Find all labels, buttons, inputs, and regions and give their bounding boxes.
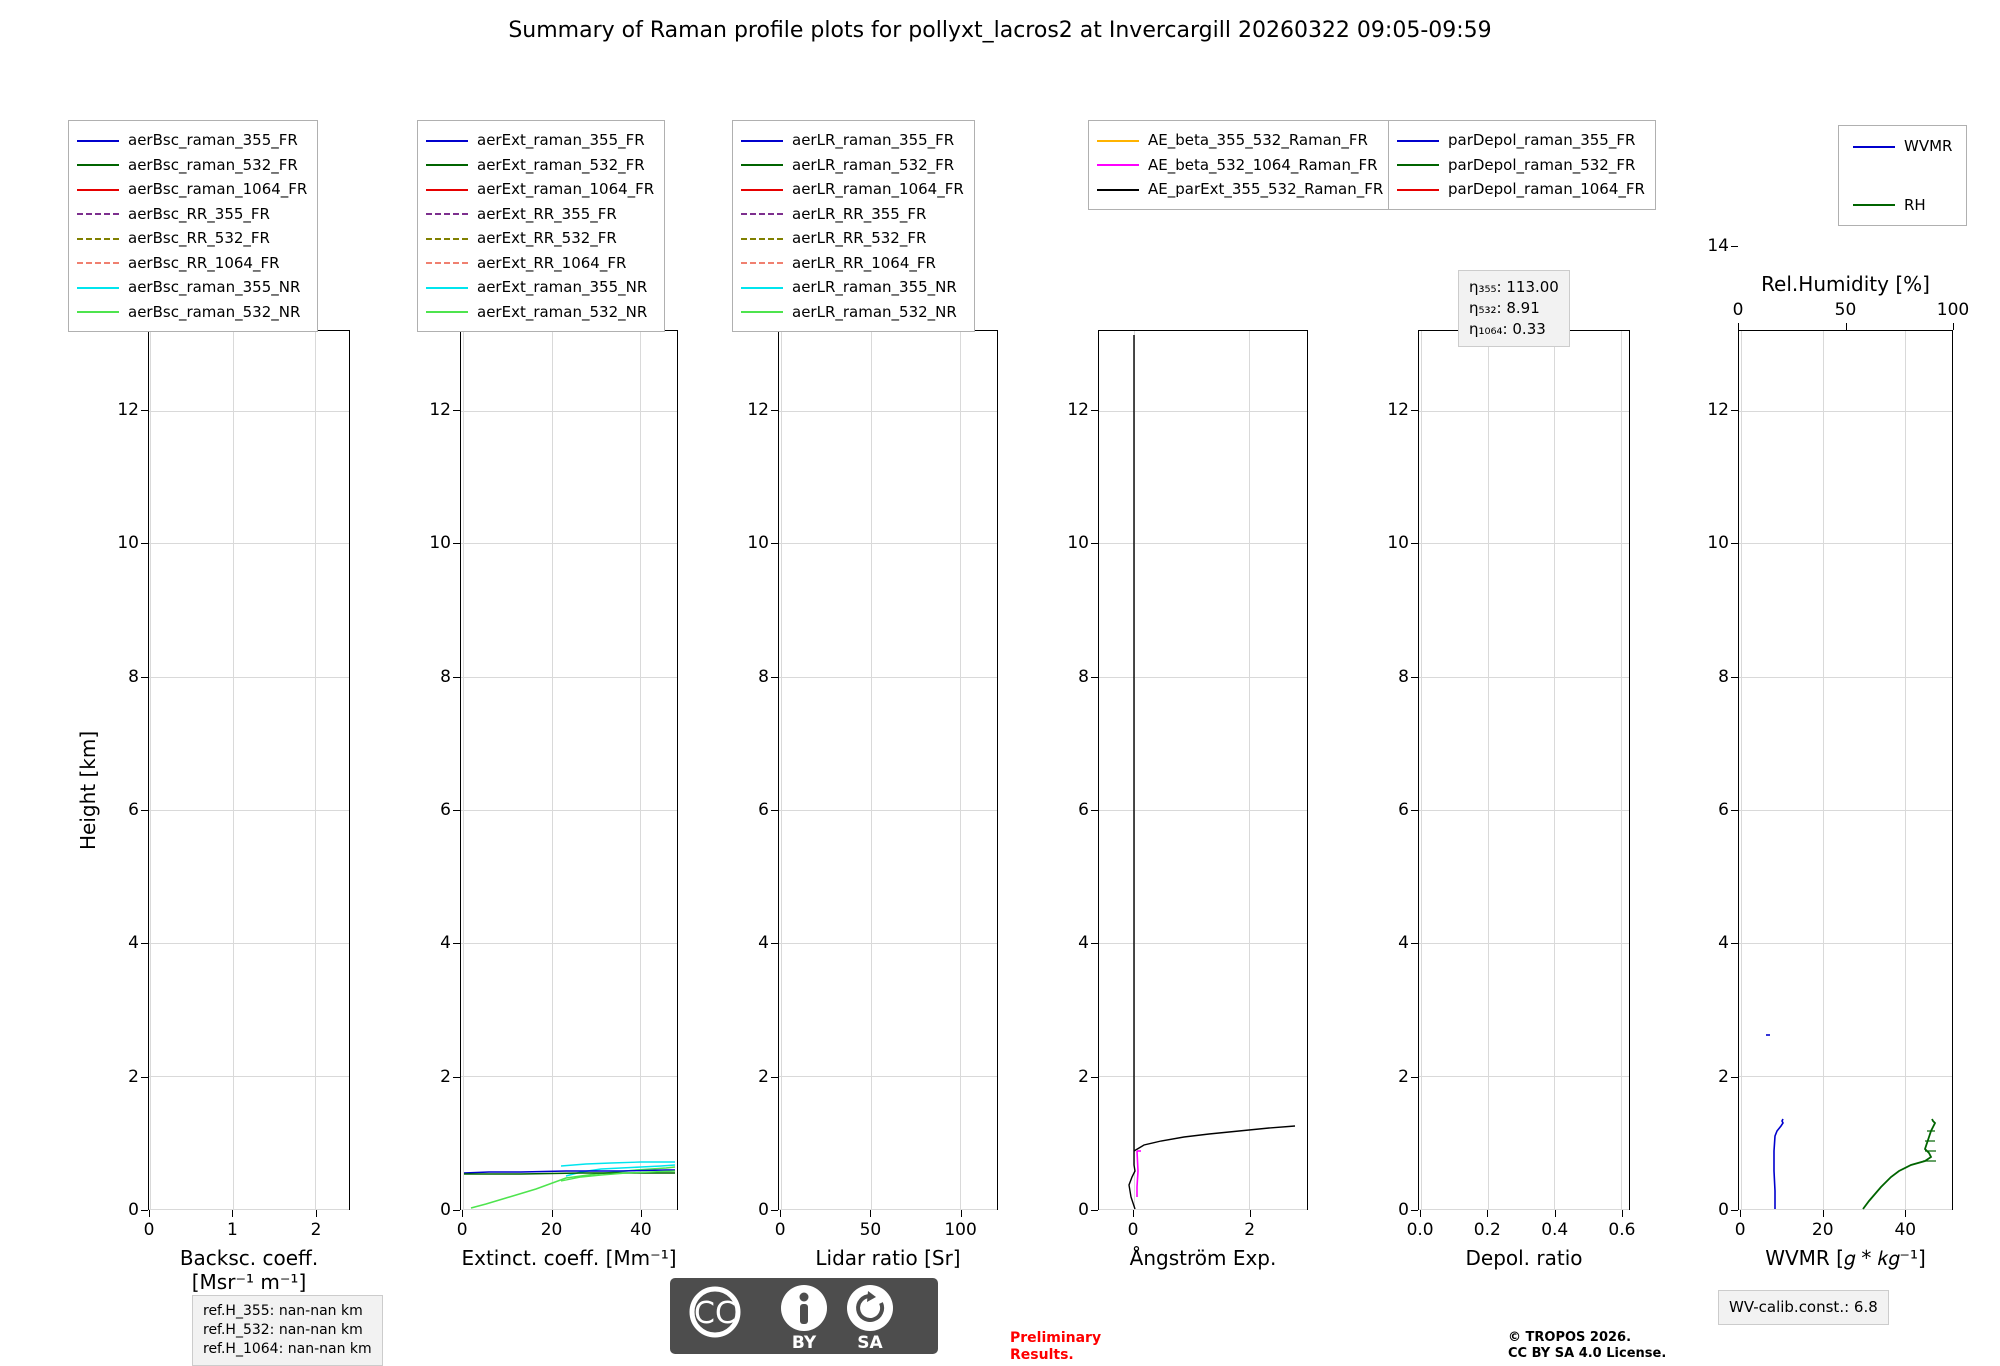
xaxis-label-lidar-ratio: Lidar ratio [Sr] bbox=[815, 1246, 961, 1270]
legend-swatch bbox=[741, 311, 783, 313]
xaxis-label-depol: Depol. ratio bbox=[1465, 1246, 1583, 1270]
legend-label: aerLR_raman_355_NR bbox=[792, 278, 957, 296]
ytick-label-14: 14 bbox=[1707, 236, 1729, 257]
legend-swatch bbox=[1097, 164, 1139, 166]
panel-depol bbox=[1387, 131, 1645, 1270]
legend-swatch bbox=[1397, 164, 1439, 166]
legend-wvmr bbox=[1838, 125, 1967, 226]
legend-swatch bbox=[426, 287, 468, 289]
ytick-label: 4 bbox=[1078, 933, 1089, 954]
ytick-label: 10 bbox=[747, 532, 769, 553]
ytick-label: 6 bbox=[128, 799, 139, 820]
legend-label: RH bbox=[1904, 195, 1926, 214]
ref-h-1064: ref.H_1064: nan-nan km bbox=[203, 1341, 372, 1357]
series-angstrom bbox=[1099, 331, 1309, 1211]
legend-label: aerLR_RR_1064_FR bbox=[792, 253, 936, 272]
legend-depol bbox=[1388, 120, 1656, 210]
page-title: Summary of Raman profile plots for pollyxt_lacros2 at Invercargill 20260322 09:05-09:59 bbox=[508, 18, 1492, 43]
ytick-label: 10 bbox=[1067, 532, 1089, 553]
ytick-label: 12 bbox=[117, 400, 139, 421]
ytick-label: 4 bbox=[1398, 933, 1409, 954]
legend-label: aerLR_raman_355_FR bbox=[792, 131, 955, 149]
ytick-label: 8 bbox=[1078, 666, 1089, 687]
xtick-label: 0 bbox=[774, 1220, 786, 1240]
legend-label: aerLR_raman_532_NR bbox=[792, 302, 957, 321]
depol-eta-annotation bbox=[1458, 270, 1570, 347]
xtick-label: 0.4 bbox=[1541, 1220, 1569, 1240]
xaxis-label-wvmr: WVMR [𝑔 * 𝑘𝑔⁻¹] bbox=[1765, 1246, 1926, 1270]
ytick-label: 12 bbox=[429, 400, 451, 421]
ytick-label: 2 bbox=[1078, 1066, 1089, 1087]
legend-swatch bbox=[77, 238, 119, 240]
legend-swatch bbox=[1853, 204, 1895, 206]
legend-swatch bbox=[426, 189, 468, 191]
panel-extinction bbox=[429, 131, 678, 1270]
xtick-label: 0.2 bbox=[1473, 1220, 1501, 1240]
plot-area-backscatter bbox=[148, 330, 350, 1210]
xaxis-label-backscatter: Backsc. coeff. [Msr⁻¹ m⁻¹] bbox=[179, 1246, 319, 1294]
panel-angstrom bbox=[1067, 131, 1384, 1270]
legend-swatch bbox=[77, 140, 119, 142]
legend-label: aerBsc_raman_532_NR bbox=[128, 302, 301, 321]
legend-swatch bbox=[426, 311, 468, 313]
xtick-label: 100 bbox=[944, 1220, 977, 1240]
panel-backscatter bbox=[76, 131, 350, 1294]
xtick-label: 20 bbox=[1811, 1220, 1834, 1240]
legend-label: aerBsc_raman_532_FR bbox=[128, 155, 298, 174]
ref-h-532: ref.H_532: nan-nan km bbox=[203, 1322, 363, 1338]
legend-swatch bbox=[77, 213, 119, 215]
legend-label: AE_beta_532_1064_Raman_FR bbox=[1148, 155, 1378, 174]
legend-swatch bbox=[77, 311, 119, 313]
legend-label: parDepol_raman_1064_FR bbox=[1448, 180, 1645, 198]
xtick-label: 0 bbox=[1734, 1220, 1746, 1240]
plot-area-depol bbox=[1418, 330, 1630, 1210]
legend-label: AE_beta_355_532_Raman_FR bbox=[1148, 131, 1368, 149]
legend-extinction bbox=[417, 120, 665, 332]
ytick-label: 0 bbox=[128, 1200, 139, 1220]
ytick-label: 12 bbox=[1387, 400, 1409, 421]
xtick-label: 0.6 bbox=[1608, 1220, 1636, 1240]
legend-swatch bbox=[77, 164, 119, 166]
legend-label: aerLR_raman_1064_FR bbox=[792, 180, 964, 198]
xaxis-label-angstrom: Ångström Exp. bbox=[1129, 1246, 1277, 1270]
svg-text:SA: SA bbox=[857, 1333, 883, 1353]
ytick-label: 0 bbox=[758, 1200, 769, 1220]
ytick-label: 0 bbox=[1398, 1200, 1409, 1220]
ytick-label: 12 bbox=[747, 400, 769, 421]
tropos-copyright bbox=[1508, 1330, 1666, 1362]
ytick-label: 0 bbox=[1078, 1200, 1089, 1220]
legend-swatch bbox=[426, 262, 468, 264]
ref-h-355: ref.H_355: nan-nan km bbox=[203, 1303, 363, 1319]
legend-swatch bbox=[741, 164, 783, 166]
xaxis-label-extinction: Extinct. coeff. [Mm⁻¹] bbox=[461, 1246, 677, 1270]
ytick-label: 4 bbox=[128, 933, 139, 954]
xtick-label: 1 bbox=[227, 1220, 238, 1240]
ytick-label: 12 bbox=[1067, 400, 1089, 421]
plot-area-angstrom bbox=[1098, 330, 1308, 1210]
top-xtick-label: 0 bbox=[1732, 300, 1744, 320]
legend-label: aerBsc_RR_1064_FR bbox=[128, 253, 280, 272]
ytick-label: 8 bbox=[440, 666, 451, 687]
reference-heights-box bbox=[192, 1295, 383, 1366]
xtick-label: 0 bbox=[456, 1220, 468, 1240]
xtick-label: 40 bbox=[630, 1220, 652, 1240]
legend-label: aerExt_raman_532_NR bbox=[477, 302, 648, 321]
legend-swatch bbox=[77, 262, 119, 264]
xtick-label: 2 bbox=[310, 1220, 322, 1240]
ytick-label: 2 bbox=[758, 1066, 769, 1087]
ytick-label: 10 bbox=[429, 532, 451, 553]
ytick-label: 0 bbox=[440, 1200, 451, 1220]
legend-label: aerBsc_raman_355_FR bbox=[128, 131, 298, 149]
eta-355: η₃₅₅: 113.00 bbox=[1469, 278, 1559, 296]
legend-angstrom bbox=[1088, 120, 1394, 210]
ytick-label: 6 bbox=[1718, 799, 1729, 820]
legend-label: aerBsc_RR_532_FR bbox=[128, 229, 270, 247]
xtick-label: 0 bbox=[143, 1220, 155, 1240]
legend-label: aerLR_raman_532_FR bbox=[792, 155, 955, 174]
legend-swatch bbox=[426, 164, 468, 166]
legend-label: aerBsc_RR_355_FR bbox=[128, 204, 270, 223]
ytick-label: 6 bbox=[1078, 799, 1089, 820]
legend-swatch bbox=[426, 238, 468, 240]
ytick-label: 8 bbox=[1718, 666, 1729, 687]
ytick-label: 4 bbox=[758, 933, 769, 954]
legend-backscatter bbox=[68, 120, 318, 332]
legend-swatch bbox=[77, 189, 119, 191]
legend-label: aerExt_raman_355_FR bbox=[477, 131, 645, 149]
series-extinction bbox=[461, 331, 679, 1211]
plot-area-lidar-ratio bbox=[778, 330, 998, 1210]
ytick-label: 12 bbox=[1707, 400, 1729, 421]
preliminary-line1: Preliminary bbox=[1010, 1330, 1102, 1346]
legend-label: aerLR_RR_532_FR bbox=[792, 229, 927, 247]
ytick-label: 8 bbox=[128, 666, 139, 687]
legend-swatch bbox=[426, 140, 468, 142]
legend-label: aerExt_raman_532_FR bbox=[477, 155, 645, 174]
xtick-label: 40 bbox=[1894, 1220, 1917, 1240]
legend-label: aerBsc_raman_1064_FR bbox=[128, 180, 308, 198]
eta-1064: η₁₀₆₄: 0.33 bbox=[1469, 320, 1546, 338]
ytick-label: 10 bbox=[1387, 532, 1409, 553]
legend-swatch bbox=[77, 287, 119, 289]
legend-swatch bbox=[741, 213, 783, 215]
ytick-label: 0 bbox=[1718, 1200, 1729, 1220]
legend-label: aerExt_RR_355_FR bbox=[477, 204, 617, 223]
legend-swatch bbox=[1853, 146, 1895, 148]
panel-wvmr bbox=[1707, 137, 1970, 1316]
svg-text:BY: BY bbox=[791, 1333, 817, 1353]
legend-lidar-ratio bbox=[732, 120, 975, 332]
eta-532: η₅₃₂: 8.91 bbox=[1469, 299, 1540, 317]
preliminary-note bbox=[1010, 1330, 1101, 1364]
legend-label: WVMR bbox=[1904, 137, 1953, 155]
ytick-label: 6 bbox=[1398, 799, 1409, 820]
legend-swatch bbox=[426, 213, 468, 215]
ytick-label: 8 bbox=[1398, 666, 1409, 687]
legend-label: parDepol_raman_355_FR bbox=[1448, 131, 1636, 149]
ytick-label: 2 bbox=[128, 1066, 139, 1087]
ytick-label: 2 bbox=[440, 1066, 451, 1087]
xtick-label: 0.0 bbox=[1406, 1220, 1434, 1240]
tropos-line1: © TROPOS 2026. bbox=[1508, 1330, 1632, 1345]
legend-swatch bbox=[1097, 189, 1139, 191]
ytick-label: 8 bbox=[758, 666, 769, 687]
legend-swatch bbox=[1397, 140, 1439, 142]
panel-lidar-ratio bbox=[747, 131, 998, 1270]
ytick-label: 2 bbox=[1398, 1066, 1409, 1087]
ytick-label: 2 bbox=[1718, 1066, 1729, 1087]
yaxis-label: Height [km] bbox=[76, 730, 100, 850]
creative-commons-badge bbox=[670, 1278, 938, 1354]
legend-label: aerLR_RR_355_FR bbox=[792, 204, 927, 223]
ytick-label: 10 bbox=[117, 532, 139, 553]
ytick-label: 10 bbox=[1707, 532, 1729, 553]
plot-area-extinction bbox=[460, 330, 678, 1210]
legend-label: parDepol_raman_532_FR bbox=[1448, 155, 1636, 174]
tropos-line2: CC BY SA 4.0 License. bbox=[1508, 1346, 1667, 1361]
top-xtick-label: 50 bbox=[1834, 300, 1857, 320]
ytick-label: 6 bbox=[440, 799, 451, 820]
legend-swatch bbox=[1397, 189, 1439, 191]
xtick-label: 0 bbox=[1127, 1220, 1139, 1240]
legend-swatch bbox=[741, 262, 783, 264]
xtick-label: 20 bbox=[540, 1220, 563, 1240]
legend-label: AE_parExt_355_532_Raman_FR bbox=[1148, 180, 1384, 198]
legend-swatch bbox=[741, 287, 783, 289]
xtick-label: 2 bbox=[1244, 1220, 1256, 1240]
legend-label: aerExt_RR_532_FR bbox=[477, 229, 617, 247]
wv-calib-const: WV-calib.const.: 6.8 bbox=[1718, 1290, 1889, 1325]
svg-text:CC: CC bbox=[694, 1296, 736, 1331]
plot-area-wvmr bbox=[1738, 330, 1953, 1210]
ytick-label: 4 bbox=[440, 933, 451, 954]
legend-swatch bbox=[1097, 140, 1139, 142]
xtick-label: 50 bbox=[859, 1220, 882, 1240]
ytick-label: 4 bbox=[1718, 933, 1729, 954]
legend-label: aerExt_raman_355_NR bbox=[477, 278, 648, 296]
series-wvmr bbox=[1739, 331, 1954, 1211]
legend-label: aerExt_RR_1064_FR bbox=[477, 253, 627, 272]
legend-label: aerBsc_raman_355_NR bbox=[128, 278, 301, 296]
legend-swatch bbox=[741, 140, 783, 142]
top-xtick-label: 100 bbox=[1936, 300, 1970, 320]
ytick-label: 6 bbox=[758, 799, 769, 820]
top-axis-label-rh: Rel.Humidity [%] bbox=[1761, 272, 1930, 296]
legend-swatch bbox=[741, 189, 783, 191]
preliminary-line2: Results. bbox=[1010, 1347, 1074, 1363]
legend-swatch bbox=[741, 238, 783, 240]
legend-label: aerExt_raman_1064_FR bbox=[477, 180, 655, 198]
